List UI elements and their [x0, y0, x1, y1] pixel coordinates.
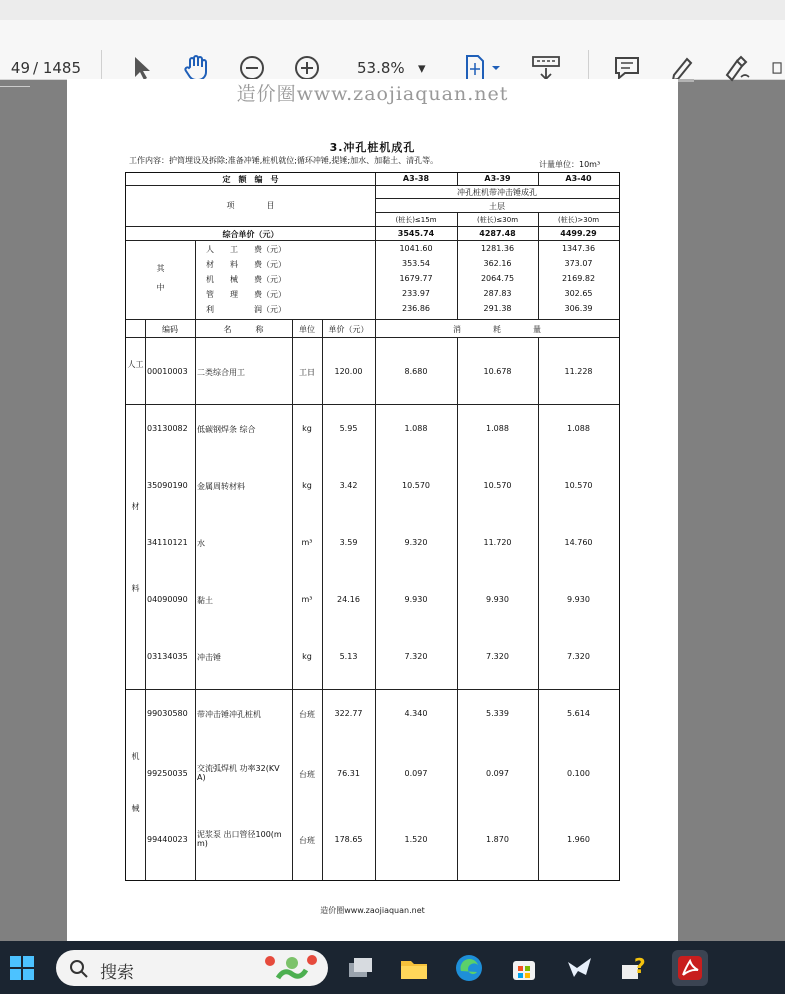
col-name: 名 称 [223, 325, 264, 334]
category-machine: 机 [131, 752, 140, 761]
breakdown-value: 373.07 [564, 259, 593, 268]
group-title: 冲孔桩机带冲击锤成孔 [457, 188, 537, 197]
quota-code: A3-39 [484, 174, 511, 183]
page-footer: 造价圈www.zaojiaquan.net [320, 906, 425, 915]
row-code: 03134035 [147, 652, 188, 661]
breakdown-label: 管 理 费（元） [206, 290, 286, 299]
quota-code-label: 定 额 编 号 [222, 175, 279, 184]
row-name: 交流弧焊机 功率32(KV [197, 764, 280, 773]
row-price: 120.00 [334, 367, 363, 376]
task-view-icon[interactable] [342, 950, 378, 986]
row-name: 带冲击锤冲孔桩机 [197, 710, 261, 719]
total-price: 4499.29 [560, 229, 597, 238]
quota-code: A3-38 [402, 174, 430, 183]
row-unit: 台班 [299, 770, 315, 779]
col-consume: 消 耗 量 [453, 325, 541, 334]
breakdown-label: 机 械 费（元） [206, 275, 286, 284]
quota-code: A3-40 [565, 174, 592, 183]
row-code: 03130082 [147, 424, 188, 433]
help-question-icon[interactable] [616, 950, 652, 986]
breakdown-value: 233.97 [402, 289, 430, 298]
row-quantity: 0.100 [567, 769, 590, 778]
watermark: 造价圈www.zaojiaquan.net [236, 83, 509, 105]
row-code: 34110121 [147, 538, 188, 547]
row-name: 金属周转材料 [197, 482, 245, 491]
snake-doodle-icon [262, 952, 322, 984]
store-icon[interactable] [506, 950, 542, 986]
row-quantity: 1.870 [486, 835, 509, 844]
qizhong-label: 中 [156, 283, 165, 292]
row-quantity: 10.570 [564, 481, 593, 490]
page-number-input[interactable]: 49 [0, 50, 30, 87]
row-name: 冲击锤 [197, 653, 221, 662]
row-quantity: 4.340 [404, 709, 428, 718]
file-explorer-icon[interactable] [396, 950, 432, 986]
total-price-label: 综合单价（元） [222, 230, 279, 239]
row-quantity: 7.320 [404, 652, 428, 661]
breakdown-label: 材 料 费（元） [206, 260, 286, 269]
windows-start-icon[interactable] [4, 950, 40, 986]
row-quantity: 7.320 [567, 652, 590, 661]
row-code: 35090190 [147, 481, 188, 490]
row-quantity: 0.097 [486, 769, 509, 778]
breakdown-value: 287.83 [483, 289, 512, 298]
svg-text:?: ? [634, 954, 646, 978]
row-unit: m³ [301, 595, 313, 604]
row-quantity: 5.339 [486, 709, 509, 718]
row-price: 24.16 [337, 595, 360, 604]
windows-taskbar [0, 941, 785, 994]
row-name: 低碳钢焊条 综合 [197, 425, 256, 434]
category-labor: 人工 [127, 360, 144, 369]
row-unit: kg [302, 424, 312, 433]
row-quantity: 1.088 [404, 424, 428, 433]
row-code: 04090090 [147, 595, 188, 604]
breakdown-label: 利 润（元） [206, 305, 286, 314]
row-quantity: 1.960 [567, 835, 590, 844]
row-quantity: 9.930 [486, 595, 509, 604]
window-top-strip [0, 0, 785, 20]
breakdown-value: 2064.75 [480, 274, 515, 283]
row-name: 泥浆泵 出口管径100(m [197, 830, 282, 839]
qizhong-label: 其 [156, 264, 165, 273]
work-content: 工作内容：护筒埋设及拆除;准备冲锤,桩机就位;循环冲锤,提锤;加水、加黏土、清孔等。 [129, 156, 439, 165]
breakdown-value: 236.86 [402, 304, 430, 313]
row-name-cont: A) [197, 773, 206, 782]
sign-pen-icon[interactable] [720, 51, 754, 85]
row-quantity: 1.088 [486, 424, 509, 433]
row-code: 99030580 [147, 709, 188, 718]
row-quantity: 9.930 [404, 595, 428, 604]
breakdown-value: 291.38 [483, 304, 512, 313]
soil-label: 土层 [489, 202, 505, 211]
row-quantity: 14.760 [564, 538, 593, 547]
row-quantity: 1.520 [404, 835, 428, 844]
breakdown-value: 1281.36 [480, 244, 515, 253]
row-unit: 工日 [299, 368, 315, 377]
length-label: (桩长)≤15m [395, 216, 437, 224]
breakdown-value: 1679.77 [399, 274, 433, 283]
taskbar-search[interactable] [56, 950, 328, 986]
row-quantity: 9.930 [567, 595, 590, 604]
row-quantity: 10.570 [483, 481, 512, 490]
feishu-bird-icon[interactable] [562, 950, 598, 986]
row-code: 99250035 [147, 769, 188, 778]
search-icon [69, 959, 89, 979]
row-price: 5.95 [339, 424, 358, 433]
acrobat-reader-icon[interactable] [672, 950, 708, 986]
section-title: 3.冲孔桩机成孔 [329, 141, 416, 154]
breakdown-value: 1041.60 [399, 244, 433, 253]
quota-table [125, 172, 620, 881]
row-price: 76.31 [337, 769, 360, 778]
row-quantity: 5.614 [567, 709, 590, 718]
breakdown-value: 1347.36 [561, 244, 596, 253]
row-name-cont: m) [197, 839, 208, 848]
more-tools-icon[interactable] [768, 51, 785, 85]
row-quantity: 11.228 [564, 367, 593, 376]
row-quantity: 10.570 [402, 481, 430, 490]
row-unit: m³ [301, 538, 313, 547]
page-total: / 1485 [33, 59, 81, 77]
row-unit: 台班 [299, 836, 315, 845]
col-unit: 单位 [299, 325, 315, 334]
row-price: 3.42 [339, 481, 358, 490]
edge-browser-icon[interactable] [451, 950, 487, 986]
length-label: (桩长)≤30m [476, 216, 519, 224]
zoom-value: 53.8% [357, 59, 405, 77]
row-quantity: 7.320 [486, 652, 509, 661]
row-price: 3.59 [339, 538, 358, 547]
row-quantity: 9.320 [404, 538, 428, 547]
pdf-page [67, 79, 678, 941]
length-label: (桩长)>30m [557, 216, 600, 224]
row-quantity: 1.088 [567, 424, 590, 433]
search-placeholder: 搜索 [100, 963, 134, 983]
row-unit: kg [302, 652, 312, 661]
item-label: 项 目 [226, 201, 275, 210]
category-machine: 械 [131, 804, 140, 813]
row-unit: 台班 [299, 710, 315, 719]
total-price: 3545.74 [397, 229, 435, 238]
row-quantity: 10.678 [483, 367, 512, 376]
breakdown-value: 362.16 [483, 259, 512, 268]
row-quantity: 8.680 [404, 367, 428, 376]
breakdown-value: 2169.82 [561, 274, 596, 283]
pdf-toolbar [0, 20, 785, 80]
row-code: 00010003 [147, 367, 188, 376]
row-name: 二类综合用工 [197, 368, 245, 377]
breakdown-label: 人 工 费（元） [206, 245, 286, 254]
row-price: 322.77 [334, 709, 363, 718]
chevron-down-icon: ▾ [418, 59, 426, 77]
breakdown-value: 353.54 [402, 259, 430, 268]
measure-unit: 计量单位：10m³ [539, 160, 601, 169]
row-quantity: 11.720 [483, 538, 512, 547]
category-material: 料 [131, 584, 140, 593]
row-name: 水 [197, 539, 205, 548]
total-price: 4287.48 [479, 229, 516, 238]
breakdown-value: 302.65 [564, 289, 593, 298]
col-price: 单价（元） [328, 325, 369, 334]
row-unit: kg [302, 481, 312, 490]
row-price: 5.13 [339, 652, 358, 661]
col-code: 编码 [162, 325, 178, 334]
row-price: 178.65 [334, 835, 363, 844]
row-name: 黏土 [197, 596, 213, 605]
row-code: 99440023 [147, 835, 188, 844]
row-quantity: 0.097 [404, 769, 428, 778]
breakdown-value: 306.39 [564, 304, 593, 313]
category-material: 材 [131, 502, 140, 511]
